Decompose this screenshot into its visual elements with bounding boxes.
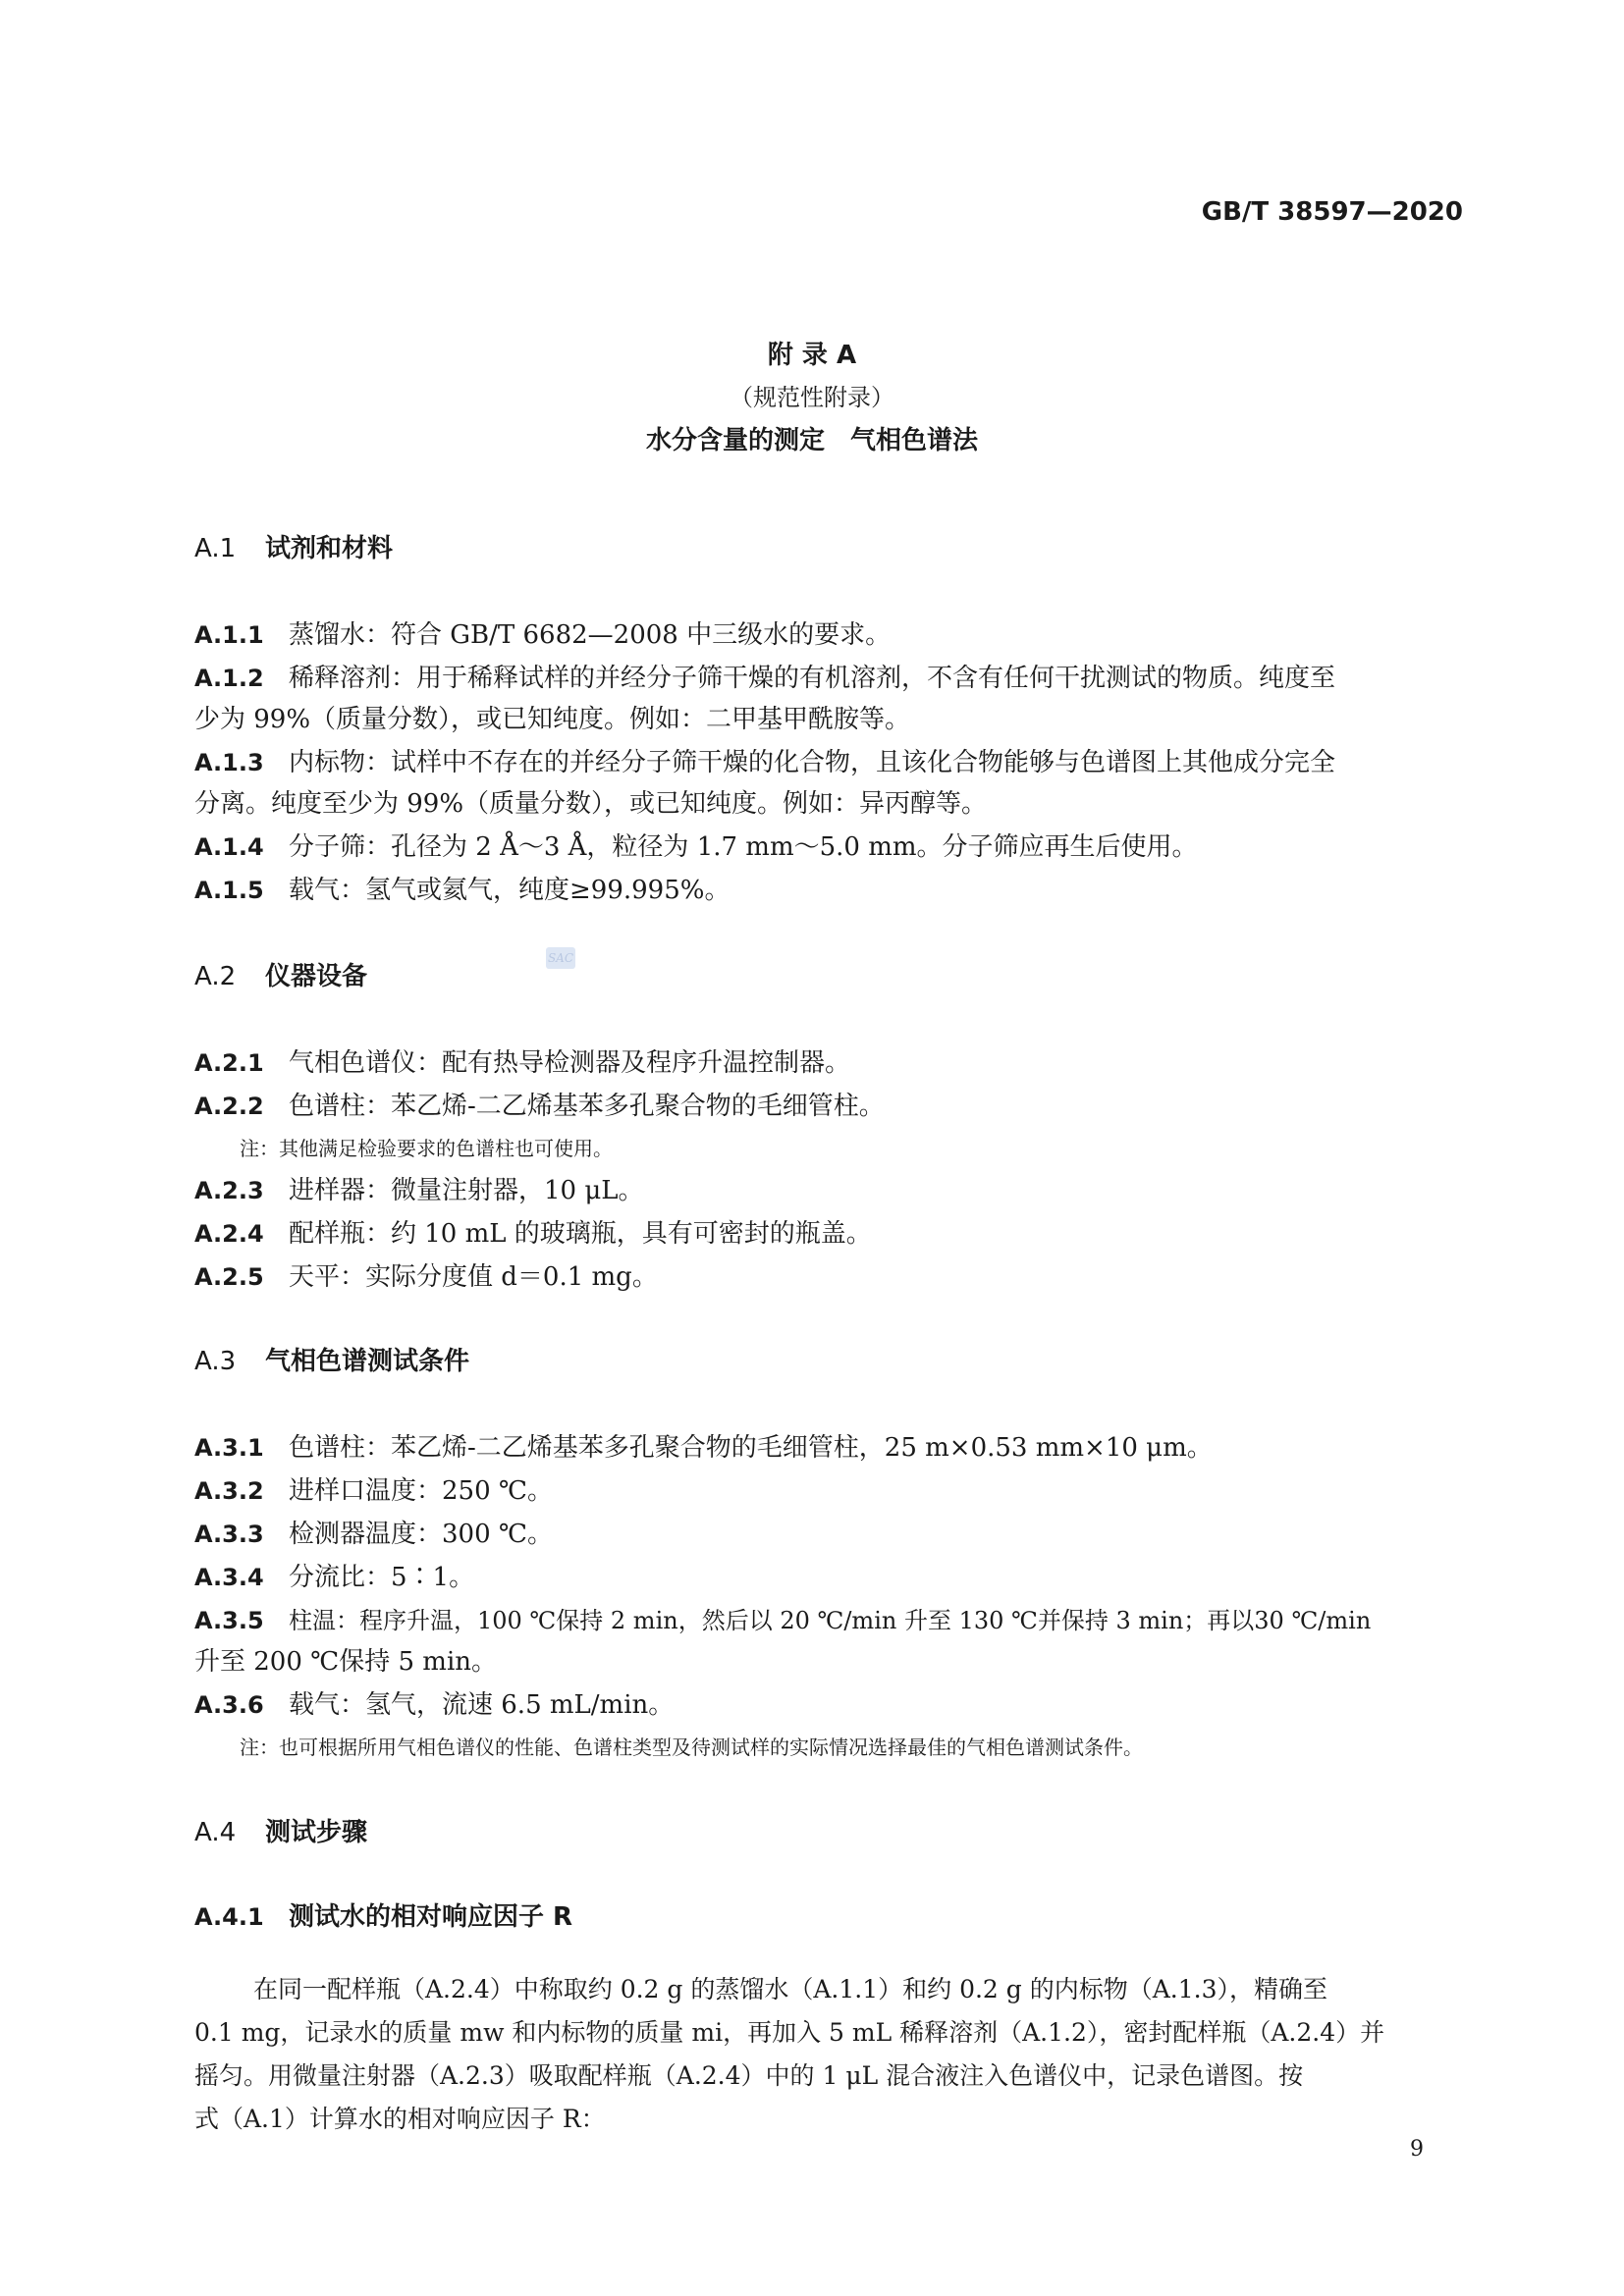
section-title: 测试步骤 — [265, 1818, 368, 1847]
item-a3-1 — [194, 1431, 1213, 1465]
item-text: 载气：氢气或氦气，纯度≥99.995%。 — [289, 876, 731, 905]
item-number: A.3.4 — [194, 1564, 264, 1591]
item-text: 分子筛：孔径为 2 Å～3 Å，粒径为 1.7 mm～5.0 mm。分子筛应再生后使用。 — [289, 832, 1198, 862]
item-text: 蒸馏水：符合 GB/T 6682—2008 中三级水的要求。 — [289, 620, 892, 650]
item-text: 色谱柱：苯乙烯-二乙烯基苯多孔聚合物的毛细管柱。 — [289, 1092, 885, 1121]
item-number: A.3.1 — [194, 1434, 264, 1462]
item-number: A.3.6 — [194, 1691, 264, 1719]
item-a3-6 — [194, 1688, 674, 1722]
item-text: 天平：实际分度值 d＝0.1 mg。 — [289, 1262, 658, 1292]
item-number: A.3.2 — [194, 1477, 264, 1505]
paragraph-line-4: 式（A.1）计算水的相对响应因子 R： — [194, 2105, 606, 2133]
item-number: A.1.3 — [194, 749, 264, 776]
item-number: A.3.3 — [194, 1521, 264, 1548]
item-a3-4 — [194, 1561, 474, 1594]
item-a1-3 — [194, 746, 1335, 779]
item-a1-2 — [194, 662, 1335, 695]
item-text: 载气：氢气，流速 6.5 mL/min。 — [289, 1690, 675, 1720]
item-a1-4 — [194, 830, 1198, 864]
section-title: 仪器设备 — [265, 962, 368, 991]
annex-subtitle: （规范性附录） — [730, 384, 894, 411]
item-number: A.2.4 — [194, 1220, 264, 1248]
subsection-title: 测试水的相对响应因子 R — [289, 1902, 573, 1932]
item-a2-5 — [194, 1260, 658, 1294]
section-heading-a4 — [194, 1816, 367, 1849]
section-heading-a3 — [194, 1345, 469, 1378]
item-text: 分流比：5∶1。 — [289, 1563, 475, 1592]
section-number: A.3 — [194, 1347, 237, 1376]
item-text: 柱温：程序升温，100 ℃保持 2 min，然后以 20 ℃/min 升至 130 ℃并保持 3 min；再以30 ℃/min — [289, 1607, 1372, 1634]
item-a1-5 — [194, 874, 730, 907]
section-number: A.1 — [194, 534, 237, 563]
section-number: A.2 — [194, 962, 237, 991]
item-number: A.1.1 — [194, 621, 264, 649]
item-text: 进样器：微量注射器，10 μL。 — [289, 1176, 644, 1205]
item-number: A.2.3 — [194, 1177, 264, 1204]
section-title: 气相色谱测试条件 — [265, 1347, 470, 1376]
item-number: A.3.5 — [194, 1607, 264, 1634]
item-a3-3 — [194, 1518, 553, 1551]
paragraph-line-2: 0.1 mg，记录水的质量 mw 和内标物的质量 mi，再加入 5 mL 稀释溶剂（A.1.2），密封配样瓶（A.2.4）并 — [194, 2018, 1385, 2047]
page-number: 9 — [1410, 2137, 1424, 2162]
item-a3-5-cont: 升至 200 ℃保持 5 min。 — [194, 1647, 498, 1677]
item-number: A.1.4 — [194, 833, 264, 861]
watermark-logo: SAC — [546, 947, 575, 969]
item-text: 稀释溶剂：用于稀释试样的并经分子筛干燥的有机溶剂，不含有任何干扰测试的物质。纯度至 — [289, 664, 1336, 693]
item-a1-1 — [194, 618, 891, 652]
standard-number: GB/T 38597—2020 — [1201, 197, 1463, 227]
item-number: A.1.2 — [194, 665, 264, 692]
item-number: A.4.1 — [194, 1903, 264, 1931]
section-number: A.4 — [194, 1818, 237, 1847]
item-a3-2 — [194, 1474, 553, 1508]
section-heading-a1 — [194, 532, 393, 565]
section-heading-a2 — [194, 960, 367, 993]
section-title: 试剂和材料 — [265, 534, 394, 563]
item-a2-2 — [194, 1090, 885, 1123]
subsection-heading-a4-1 — [194, 1900, 572, 1934]
annex-name: 水分含量的测定 气相色谱法 — [645, 426, 978, 455]
item-a2-1 — [194, 1046, 850, 1080]
item-a2-4 — [194, 1217, 872, 1251]
item-number: A.2.1 — [194, 1049, 264, 1077]
item-a1-2-cont: 少为 99%（质量分数），或已知纯度。例如：二甲基甲酰胺等。 — [194, 705, 911, 734]
note-column: 注：其他满足检验要求的色谱柱也可使用。 — [240, 1137, 613, 1160]
note-conditions: 注：也可根据所用气相色谱仪的性能、色谱柱类型及待测试样的实际情况选择最佳的气相色谱测试条件。 — [240, 1735, 1143, 1759]
paragraph-line-1: 在同一配样瓶（A.2.4）中称取约 0.2 g 的蒸馏水（A.1.1）和约 0.2 g 的内标物（A.1.3），精确至 — [253, 1975, 1327, 2003]
item-a3-5 — [194, 1604, 1371, 1637]
item-text: 配样瓶：约 10 mL 的玻璃瓶，具有可密封的瓶盖。 — [289, 1219, 872, 1249]
item-text: 内标物：试样中不存在的并经分子筛干燥的化合物，且该化合物能够与色谱图上其他成分完全 — [289, 748, 1336, 777]
item-text: 进样口温度：250 ℃。 — [289, 1476, 553, 1506]
paragraph-line-3: 摇匀。用微量注射器（A.2.3）吸取配样瓶（A.2.4）中的 1 μL 混合液注入色谱仪中，记录色谱图。按 — [194, 2061, 1304, 2090]
item-number: A.2.5 — [194, 1263, 264, 1291]
item-number: A.1.5 — [194, 877, 264, 904]
item-number: A.2.2 — [194, 1093, 264, 1120]
item-a2-3 — [194, 1174, 644, 1207]
item-text: 色谱柱：苯乙烯-二乙烯基苯多孔聚合物的毛细管柱，25 m×0.53 mm×10 μm。 — [289, 1433, 1213, 1463]
item-text: 气相色谱仪：配有热导检测器及程序升温控制器。 — [289, 1048, 851, 1078]
annex-title: 附 录 A — [767, 341, 857, 370]
item-a1-3-cont: 分离。纯度至少为 99%（质量分数），或已知纯度。例如：异丙醇等。 — [194, 789, 988, 819]
item-text: 检测器温度：300 ℃。 — [289, 1520, 553, 1549]
